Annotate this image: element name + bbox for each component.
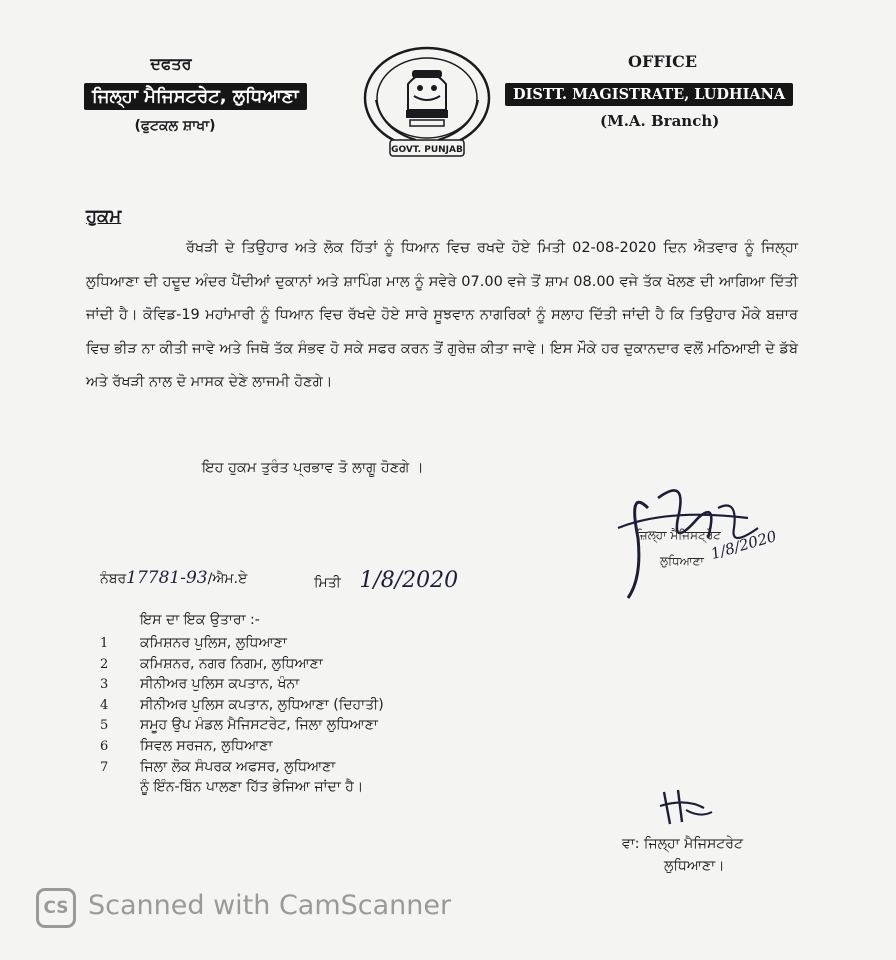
header-right-title: DISTT. MAGISTRATE, LUDHIANA xyxy=(505,83,793,106)
reference-number-suffix: /ਐਮ.ਏ xyxy=(207,571,248,587)
footer-sign-title: ਵਾ: ਜਿਲ੍ਹਾ ਮੈਜਿਸਟਰੇਟ xyxy=(622,836,743,852)
reference-line xyxy=(100,568,247,588)
order-effect-line: ਇਹ ਹੁਕਮ ਤੁਰੰਤ ਪ੍ਰਭਾਵ ਤੋ ਲਾਗੂ ਹੋਣਗੇ । xyxy=(202,460,424,476)
list-item: 2 ਕਮਿਸ਼ਨਰ, ਨਗਰ ਨਿਗਮ, ਲੁਧਿਆਣਾ xyxy=(100,655,323,672)
footer-sign-place: ਲੁਧਿਆਣਾ। xyxy=(664,858,725,874)
recipient-list xyxy=(100,633,384,798)
emblem-banner-text: GOVT. PUNJAB xyxy=(391,145,463,155)
reference-number-value: 17781-93 xyxy=(126,568,208,588)
government-emblem xyxy=(356,40,498,164)
initials-scribble xyxy=(656,788,716,828)
list-item: 6 ਸਿਵਲ ਸਰਜਨ, ਲੁਧਿਆਣਾ xyxy=(100,737,273,754)
signature-block xyxy=(598,478,798,608)
header-right-top: OFFICE xyxy=(628,52,698,71)
copy-closing: ਨੂੰ ਇੰਨ-ਬਿੰਨ ਪਾਲਣਾ ਹਿੱਤ ਭੇਜਿਆ ਜਾਂਦਾ ਹੈ। xyxy=(140,779,364,796)
list-item: 3 ਸੀਨੀਅਰ ਪੁਲਿਸ ਕਪਤਾਨ, ਖੰਨਾ xyxy=(100,676,300,693)
header-left-sub: (ਫੁਟਕਲ ਸ਼ਾਖਾ) xyxy=(134,118,216,134)
header-left-top: ਦਫਤਰ xyxy=(150,54,192,73)
list-item: 7 ਜਿਲਾ ਲੋਕ ਸੰਪਰਕ ਅਫਸਰ, ਲੁਧਿਆਣਾ xyxy=(100,758,336,775)
reference-date-label: ਮਿਤੀ xyxy=(314,575,341,591)
list-item: 1 ਕਮਿਸ਼ਨਰ ਪੁਲਿਸ, ਲੁਧਿਆਣਾ xyxy=(100,635,287,651)
list-item: 5 ਸਮੂਹ ਉਪ ਮੰਡਲ ਮੈਜਿਸਟਰੇਟ, ਜਿਲਾ ਲੁਧਿਆਣਾ xyxy=(100,717,378,734)
order-paragraph: ਰੱਖੜੀ ਦੇ ਤਿਉਹਾਰ ਅਤੇ ਲੋਕ ਹਿੱਤਾਂ ਨੂੰ ਧਿਆਨ ਵਿਚ ਰਖਦੇ ਹੋਏ ਮਿਤੀ 02-08-2020 ਦਿਨ ਐਤਵਾਰ ਨੂੰ ਜਿਲ੍ਹਾ ਲੁਧਿਆਣਾ ਦੀ ਹਦੂਦ ਅੰਦਰ ਪੈਂਦੀਆਂ ਦੁਕਾਨਾਂ ਅਤੇ ਸ਼ਾਪਿੰਗ ਮਾਲ ਨੂੰ ਸਵੇਰੇ 07.00 ਵਜੇ ਤੋਂ ਸ਼ਾਮ 08.00 ਵਜੇ ਤੱਕ ਖੋਲਣ ਦੀ ਆਗਿਆ ਦਿੱਤੀ ਜਾਂਦੀ ਹੈ। ਕੋਵਿਡ-19 ਮਹਾਂਮਾਰੀ ਨੂੰ ਧਿਆਨ ਵਿਚ ਰੱਖਦੇ ਹੋਏ ਸਾਰੇ ਸੂਝਵਾਨ ਨਾਗਰਿਕਾਂ ਨੂੰ ਸਲਾਹ ਦਿੱਤੀ ਜਾਂਦੀ ਹੈ ਕਿ ਤਿਉਹਾਰ ਮੌਕੇ ਬਜ਼ਾਰ ਵਿਚ ਭੀੜ ਨਾ ਕੀਤੀ ਜਾਵੇ ਅਤੇ ਜਿਥੋ ਤੱਕ ਸੰਭਵ ਹੋ ਸਕੇ ਸਫਰ ਕਰਨ ਤੋਂ ਗੁਰੇਜ਼ ਕੀਤਾ ਜਾਵੇ। ਇਸ ਮੌਕੇ ਹਰ ਦੁਕਾਨਦਾਰ ਵਲੋਂ ਮਠਿਆਈ ਦੇ ਡੱਬੇ ਅਤੇ ਰੱਖੜੀ ਨਾਲ ਦੋ ਮਾਸਕ ਦੇਣੇ ਲਾਜਮੀ ਹੋਣਗੇ। xyxy=(86,240,798,391)
order-heading: ਹੁਕਮ xyxy=(86,206,122,227)
signature-date: 1/8/2020 xyxy=(708,527,779,563)
stamp-place: ਲੁਧਿਆਣਾ xyxy=(660,554,704,568)
reference-date xyxy=(314,568,458,593)
copy-intro: ਇਸ ਦਾ ਇਕ ਉਤਾਰਾ :- xyxy=(140,612,260,628)
stamp-title: ਜ਼ਿਲ੍ਹਾ ਮੈਜਿਸਟ੍ਰੇਟ xyxy=(636,528,721,542)
watermark-text: Scanned with CamScanner xyxy=(88,890,452,921)
reference-number-label: ਨੰਬਰ xyxy=(100,571,127,587)
header-right-sub: (M.A. Branch) xyxy=(600,112,720,130)
reference-date-value: 1/8/2020 xyxy=(359,568,459,593)
header-left-title: ਜਿਲ੍ਹਾ ਮੈਜਿਸਟਰੇਟ, ਲੁਧਿਆਣਾ xyxy=(84,83,307,110)
camscanner-logo-icon: CS xyxy=(36,888,76,928)
list-item: 4 ਸੀਨੀਅਰ ਪੁਲਿਸ ਕਪਤਾਨ, ਲੁਧਿਆਣਾ (ਦਿਹਾਤੀ) xyxy=(100,696,384,713)
